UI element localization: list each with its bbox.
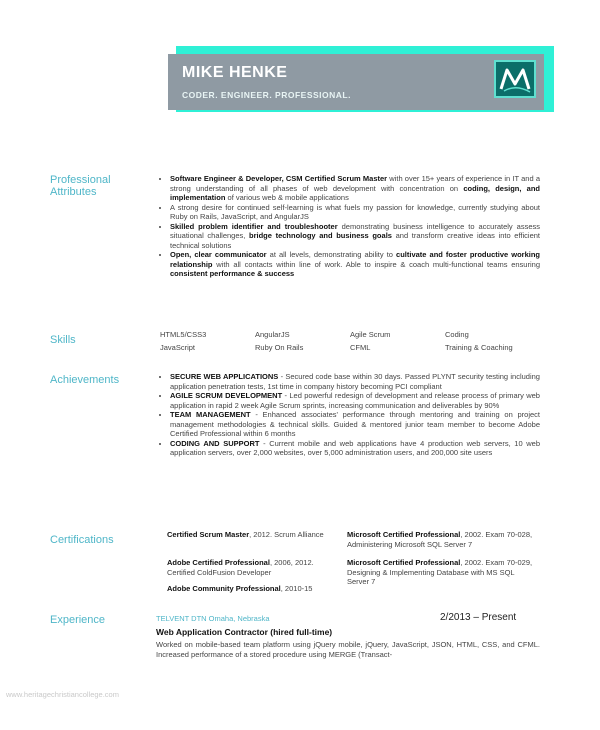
skills-grid	[160, 330, 540, 352]
cert-item: Certified Scrum Master, 2012. Scrum Alliance	[167, 530, 324, 539]
list-item: • TEAM MANAGEMENT - Enhanced associates' performance through mentoring and training on project management methodologies & technical skills. Guided & mentored junior team member to become Adobe Certified Professional within 6 months	[170, 410, 540, 439]
section-title-certifications: Certifications	[50, 534, 114, 546]
section-title-skills: Skills	[50, 334, 76, 346]
skill-item: HTML5/CSS3	[160, 330, 207, 339]
cert-item: Microsoft Certified Professional, 2002. Exam 70-028, Administering Microsoft SQL Server 7	[347, 530, 533, 549]
experience-role: Web Application Contractor (hired full-time)	[156, 627, 333, 637]
cert-item: Adobe Certified Professional, 2006, 2012. Certified ColdFusion Developer	[167, 558, 314, 577]
list-item: • Open, clear communicator at all levels, demonstrating ability to cultivate and foster productive working relationship with all contacts within line of work. Able to inspire & coach multi-functional teams ensuring consistent performance & success	[170, 250, 540, 279]
resume-header	[168, 54, 544, 110]
cert-item: Microsoft Certified Professional, 2002. Exam 70-029, Designing & Implementing Database with MS SQL Server 7	[347, 558, 533, 586]
skill-item: JavaScript	[160, 343, 196, 352]
list-item: • Skilled problem identifier and troubleshooter demonstrating business intelligence to accurately assess situational challenges, bridge technology and business goals and transform creative ideas into efficient technical solutions	[170, 222, 540, 251]
monogram-logo-icon	[494, 60, 536, 98]
skill-item: Training & Coaching	[445, 343, 513, 352]
section-title-experience: Experience	[50, 614, 106, 626]
experience-date: 2/2013 – Present	[440, 612, 517, 623]
list-item: • AGILE SCRUM DEVELOPMENT - Led powerful redesign of development and release process of primary web application in rapid 2 week Agile Scrum sprints, increasing communication and deliverables by 90%	[170, 391, 540, 410]
list-item: • Software Engineer & Developer, CSM Certified Scrum Master with over 15+ years of experience in IT and a strong understanding of all phases of web development with concentration on coding, design, and implementation of various web & mobile applications	[170, 174, 540, 203]
cert-item: Adobe Community Professional, 2010-15	[167, 584, 313, 593]
list-item: • CODING AND SUPPORT - Current mobile and web applications have 4 production web servers, 10 web application servers, over 2,000 websites, over 5,000 administration users, and 200,000 site users	[170, 439, 540, 458]
skill-item: CFML	[350, 343, 371, 352]
candidate-tagline: CODER. ENGINEER. PROFESSIONAL.	[182, 90, 351, 100]
experience-description: Worked on mobile-based team platform using jQuery mobile, jQuery, JavaScript, JSON, HTML, CSS, and CFML. Increased performance of a stored procedure using MERGE (Transact-	[156, 640, 540, 659]
professional-attributes-list	[156, 174, 540, 279]
skill-item: AngularJS	[255, 330, 290, 339]
section-title-professional	[50, 174, 111, 198]
candidate-name: MIKE HENKE	[182, 64, 288, 81]
achievements-list	[156, 372, 540, 458]
section-title-line: Attributes	[50, 186, 97, 198]
list-item: • A strong desire for continued self-learning is what fuels my passion for knowledge, currently studying about Ruby on Rails, JavaScript, and AngularJS	[170, 203, 540, 222]
skill-item: Coding	[445, 330, 469, 339]
skill-item: Ruby On Rails	[255, 343, 304, 352]
section-title-line: Professional	[50, 174, 111, 186]
watermark: www.heritagechristiancollege.com	[6, 690, 119, 699]
section-title-achievements: Achievements	[50, 374, 120, 386]
skill-item: Agile Scrum	[350, 330, 391, 339]
experience-company: TELVENT DTN Omaha, Nebraska	[156, 614, 270, 623]
list-item: • SECURE WEB APPLICATIONS - Secured code base within 30 days. Passed PLYNT security testing including application penetration tests, 1st time in company history becoming PCI compliant	[170, 372, 540, 391]
